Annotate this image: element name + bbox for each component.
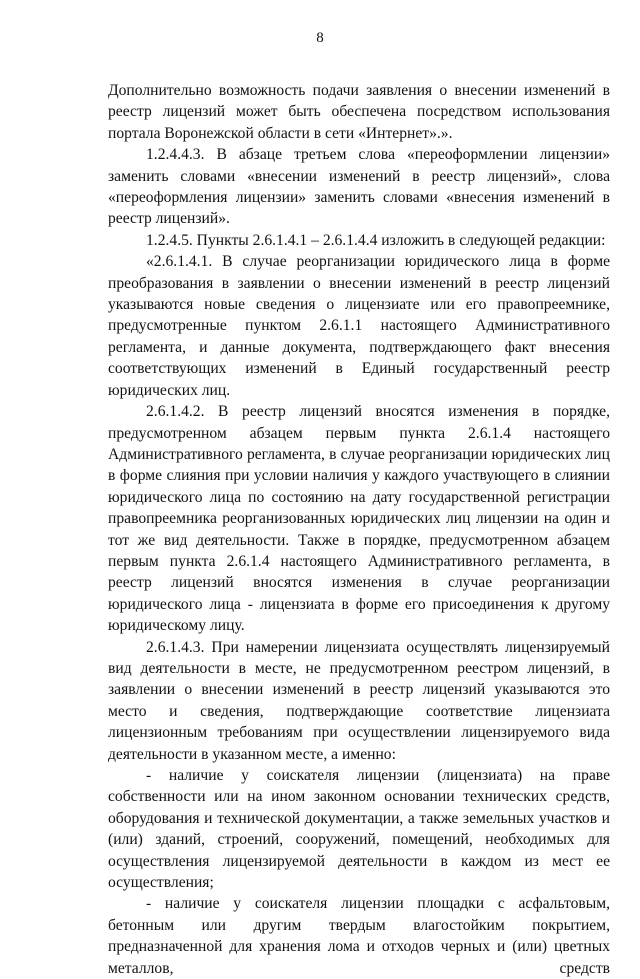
- paragraph: 1.2.4.4.3. В абзаце третьем слова «переоформлении лицензии» заменить словами «внесении изменений в реестр лицензий», слова «переоформления лицензии» заменить словами «внесения изменений в реестр лицензий».: [108, 146, 610, 228]
- paragraph: 2.6.1.4.3. При намерении лицензиата осуществлять лицензируемый вид деятельности в месте, не предусмотренном реестром лицензий, в заявлении о внесении изменений в реестр лицензий указываются это место и сведения, подтверждающие соответствие лицензиата лицензионным требованиям при осуществлении лицензируемого вида деятельности в указанном месте, а именно:: [108, 638, 610, 763]
- paragraph: 1.2.4.5. Пункты 2.6.1.4.1 – 2.6.1.4.4 изложить в следующей редакции:: [146, 231, 606, 249]
- paragraph: 2.6.1.4.2. В реестр лицензий вносятся изменения в порядке, предусмотренном абзацем первым пункта 2.6.1.4 настоящего Административного регламента, в случае реорганизации юридических лиц в форме слияния при условии наличия у каждого участвующего в слиянии юридического лица по состоянию на дату государственной регистрации правопреемника реорганизованных юридических лиц лицензии на один и тот же вид деятельности. Также в порядке, предусмотренном абзацем первым пункта 2.6.1.4 настоящего Административного регламента, в реестр лицензий вносятся изменения в случае реорганизации юридического лица - лицензиата в форме его присоединения к другому юридическому лицу.: [108, 403, 610, 635]
- paragraph: Дополнительно возможность подачи заявления о внесении изменений в реестр лицензий может быть обеспечена посредством использования портала Воронежской области в сети «Интернет».».: [108, 82, 610, 142]
- list-item: - наличие у соискателя лицензии (лицензиата) на праве собственности или на ином законном основании технических средств, оборудования и технической документации, а также земельных участков и (или) зданий, строений, сооружений, помещений, необходимых для осуществления лицензируемой деятельности в каждом из мест ее осуществления;: [108, 767, 610, 892]
- paragraph: «2.6.1.4.1. В случае реорганизации юридического лица в форме преобразования в заявлении о внесении изменений в реестр лицензий указываются новые сведения о лицензиате или его правопреемнике, предусмотренные пунктом 2.6.1.1 настоящего Административного регламента, и данные документа, подтверждающего факт внесения соответствующих изменений в Единый государственный реестр юридических лиц.: [108, 253, 610, 399]
- page-number: 8: [316, 30, 324, 46]
- document-body: [108, 80, 610, 979]
- list-item: - наличие у соискателя лицензии площадки с асфальтовым, бетонным или другим твердым влагостойким покрытием, предназначенной для хранения лома и отходов черных и (или) цветных металлов, средств: [108, 895, 610, 977]
